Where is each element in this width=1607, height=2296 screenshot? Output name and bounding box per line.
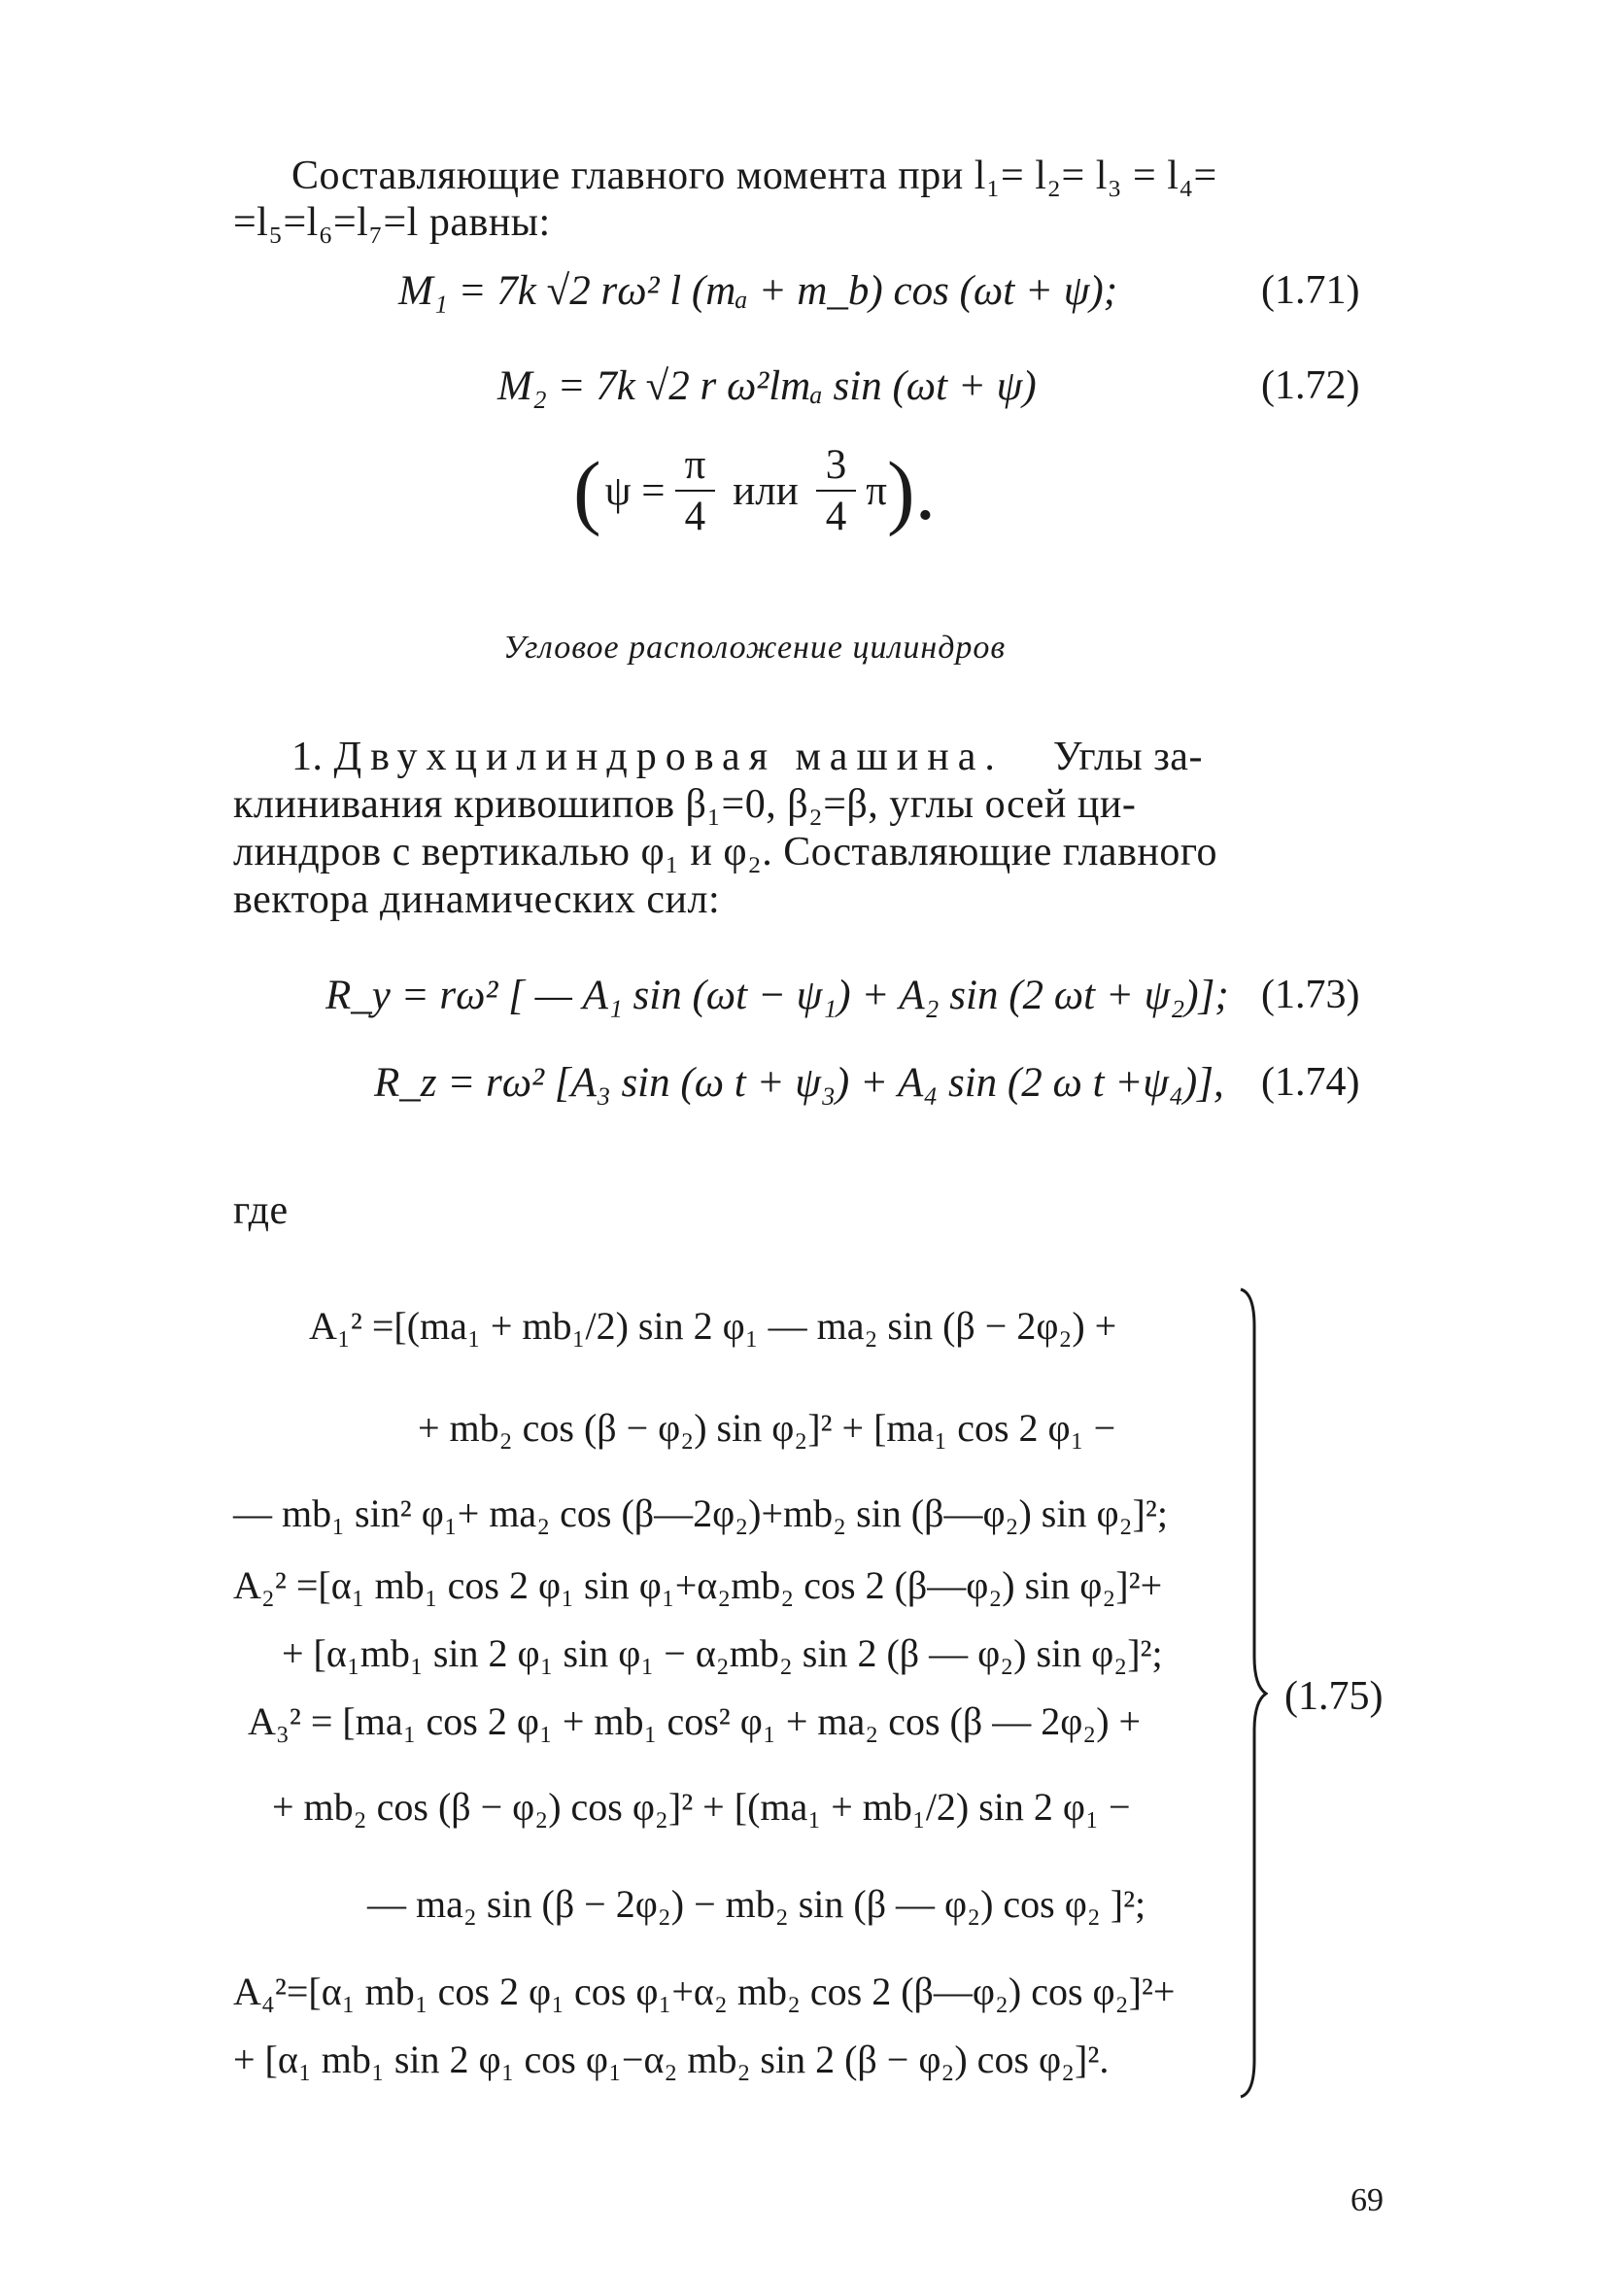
equation-1-71: M₁ = 7k √2 rω² l (mₐ + m_b) cos (ωt + ψ); xyxy=(398,268,1118,314)
system-line-7: + mb₂ cos (β − φ₂) cos φ₂]² + [(ma₁ + mb₁/2) sin 2 φ₁ − xyxy=(272,1785,1131,1829)
equation-1-73: R_y = rω² [ — A₁ sin (ωt − ψ₁) + A₂ sin (2 ωt + ψ₂)]; xyxy=(325,973,1229,1018)
paragraph-spaced-title: Двухцилиндровая машина. xyxy=(333,735,1004,779)
paragraph-line-1-rest: Углы за- xyxy=(1052,735,1203,779)
system-line-8: — ma₂ sin (β − 2φ₂) − mb₂ sin (β — φ₂) cos φ₂ ]²; xyxy=(367,1882,1146,1926)
psi-fraction-1 xyxy=(675,442,716,540)
equation-number-1-74: (1.74) xyxy=(1261,1060,1360,1105)
paragraph-item-number: 1. xyxy=(291,735,324,779)
equation-number-1-71: (1.71) xyxy=(1261,268,1360,313)
psi-close-paren: ). xyxy=(886,444,937,537)
psi-fraction-2-denominator: 4 xyxy=(825,494,847,539)
equation-number-1-75: (1.75) xyxy=(1284,1674,1384,1719)
intro-line-1: Составляющие главного момента при l₁= l₂= l₃ = l₄= xyxy=(291,154,1217,198)
system-line-4: A₂² =[α₁ mb₁ cos 2 φ₁ sin φ₁+α₂mb₂ cos 2 (β—φ₂) sin φ₂]²+ xyxy=(233,1563,1163,1607)
equation-1-72: M₂ = 7k √2 r ω²lmₐ sin (ωt + ψ) xyxy=(497,363,1037,409)
psi-fraction-1-denominator: 4 xyxy=(684,494,706,539)
where-label: где xyxy=(233,1188,289,1233)
system-line-9: A₄²=[α₁ mb₁ cos 2 φ₁ cos φ₁+α₂ mb₂ cos 2 (β—φ₂) cos φ₂]²+ xyxy=(233,1970,1176,2013)
system-line-1: A₁² =[(ma₁ + mb₁/2) sin 2 φ₁ — ma₂ sin (β − 2φ₂) + xyxy=(309,1304,1117,1348)
system-line-2: + mb₂ cos (β − φ₂) sin φ₂]² + [ma₁ cos 2 φ₁ − xyxy=(418,1406,1116,1450)
paragraph-line-2: клинивания кривошипов β₁=0, β₂=β, углы осей ци- xyxy=(233,782,1137,827)
section-heading: Угловое расположение цилиндров xyxy=(503,630,1007,666)
system-line-6: A₃² = [ma₁ cos 2 φ₁ + mb₁ cos² φ₁ + ma₂ cos (β — 2φ₂) + xyxy=(248,1699,1142,1743)
psi-lhs: ψ = xyxy=(604,467,666,514)
equation-number-1-73: (1.73) xyxy=(1261,973,1360,1017)
system-line-5: + [α₁mb₁ sin 2 φ₁ sin φ₁ − α₂mb₂ sin 2 (β — φ₂) sin φ₂]²; xyxy=(282,1631,1163,1675)
equation-number-1-72: (1.72) xyxy=(1261,363,1360,408)
page-number: 69 xyxy=(1351,2182,1384,2218)
paragraph-line-3: линдров с вертикалью φ₁ и φ₂. Составляющие главного xyxy=(233,830,1218,874)
system-line-10: + [α₁ mb₁ sin 2 φ₁ cos φ₁−α₂ mb₂ sin 2 (β − φ₂) cos φ₂]². xyxy=(233,2038,1110,2081)
psi-condition xyxy=(573,437,936,544)
equation-1-74: R_z = rω² [A₃ sin (ω t + ψ₃) + A₄ sin (2 ω t +ψ₄)], xyxy=(374,1060,1224,1106)
paragraph-line-4: вектора динамических сил: xyxy=(233,877,721,922)
psi-fraction-2 xyxy=(816,442,857,540)
intro-line-2: =l₅=l₆=l₇=l равны: xyxy=(233,200,551,245)
system-line-3: — mb₁ sin² φ₁+ ma₂ cos (β—2φ₂)+mb₂ sin (β—φ₂) sin φ₂]²; xyxy=(233,1491,1168,1535)
psi-pi: π xyxy=(866,467,887,514)
system-brace-path xyxy=(1241,1289,1266,2097)
psi-open-paren: ( xyxy=(573,444,601,537)
paragraph-line-1 xyxy=(291,737,1203,777)
psi-or: или xyxy=(733,467,799,514)
psi-fraction-2-numerator: 3 xyxy=(816,442,857,492)
system-brace xyxy=(1239,1287,1268,2099)
psi-fraction-1-numerator: π xyxy=(675,442,716,492)
